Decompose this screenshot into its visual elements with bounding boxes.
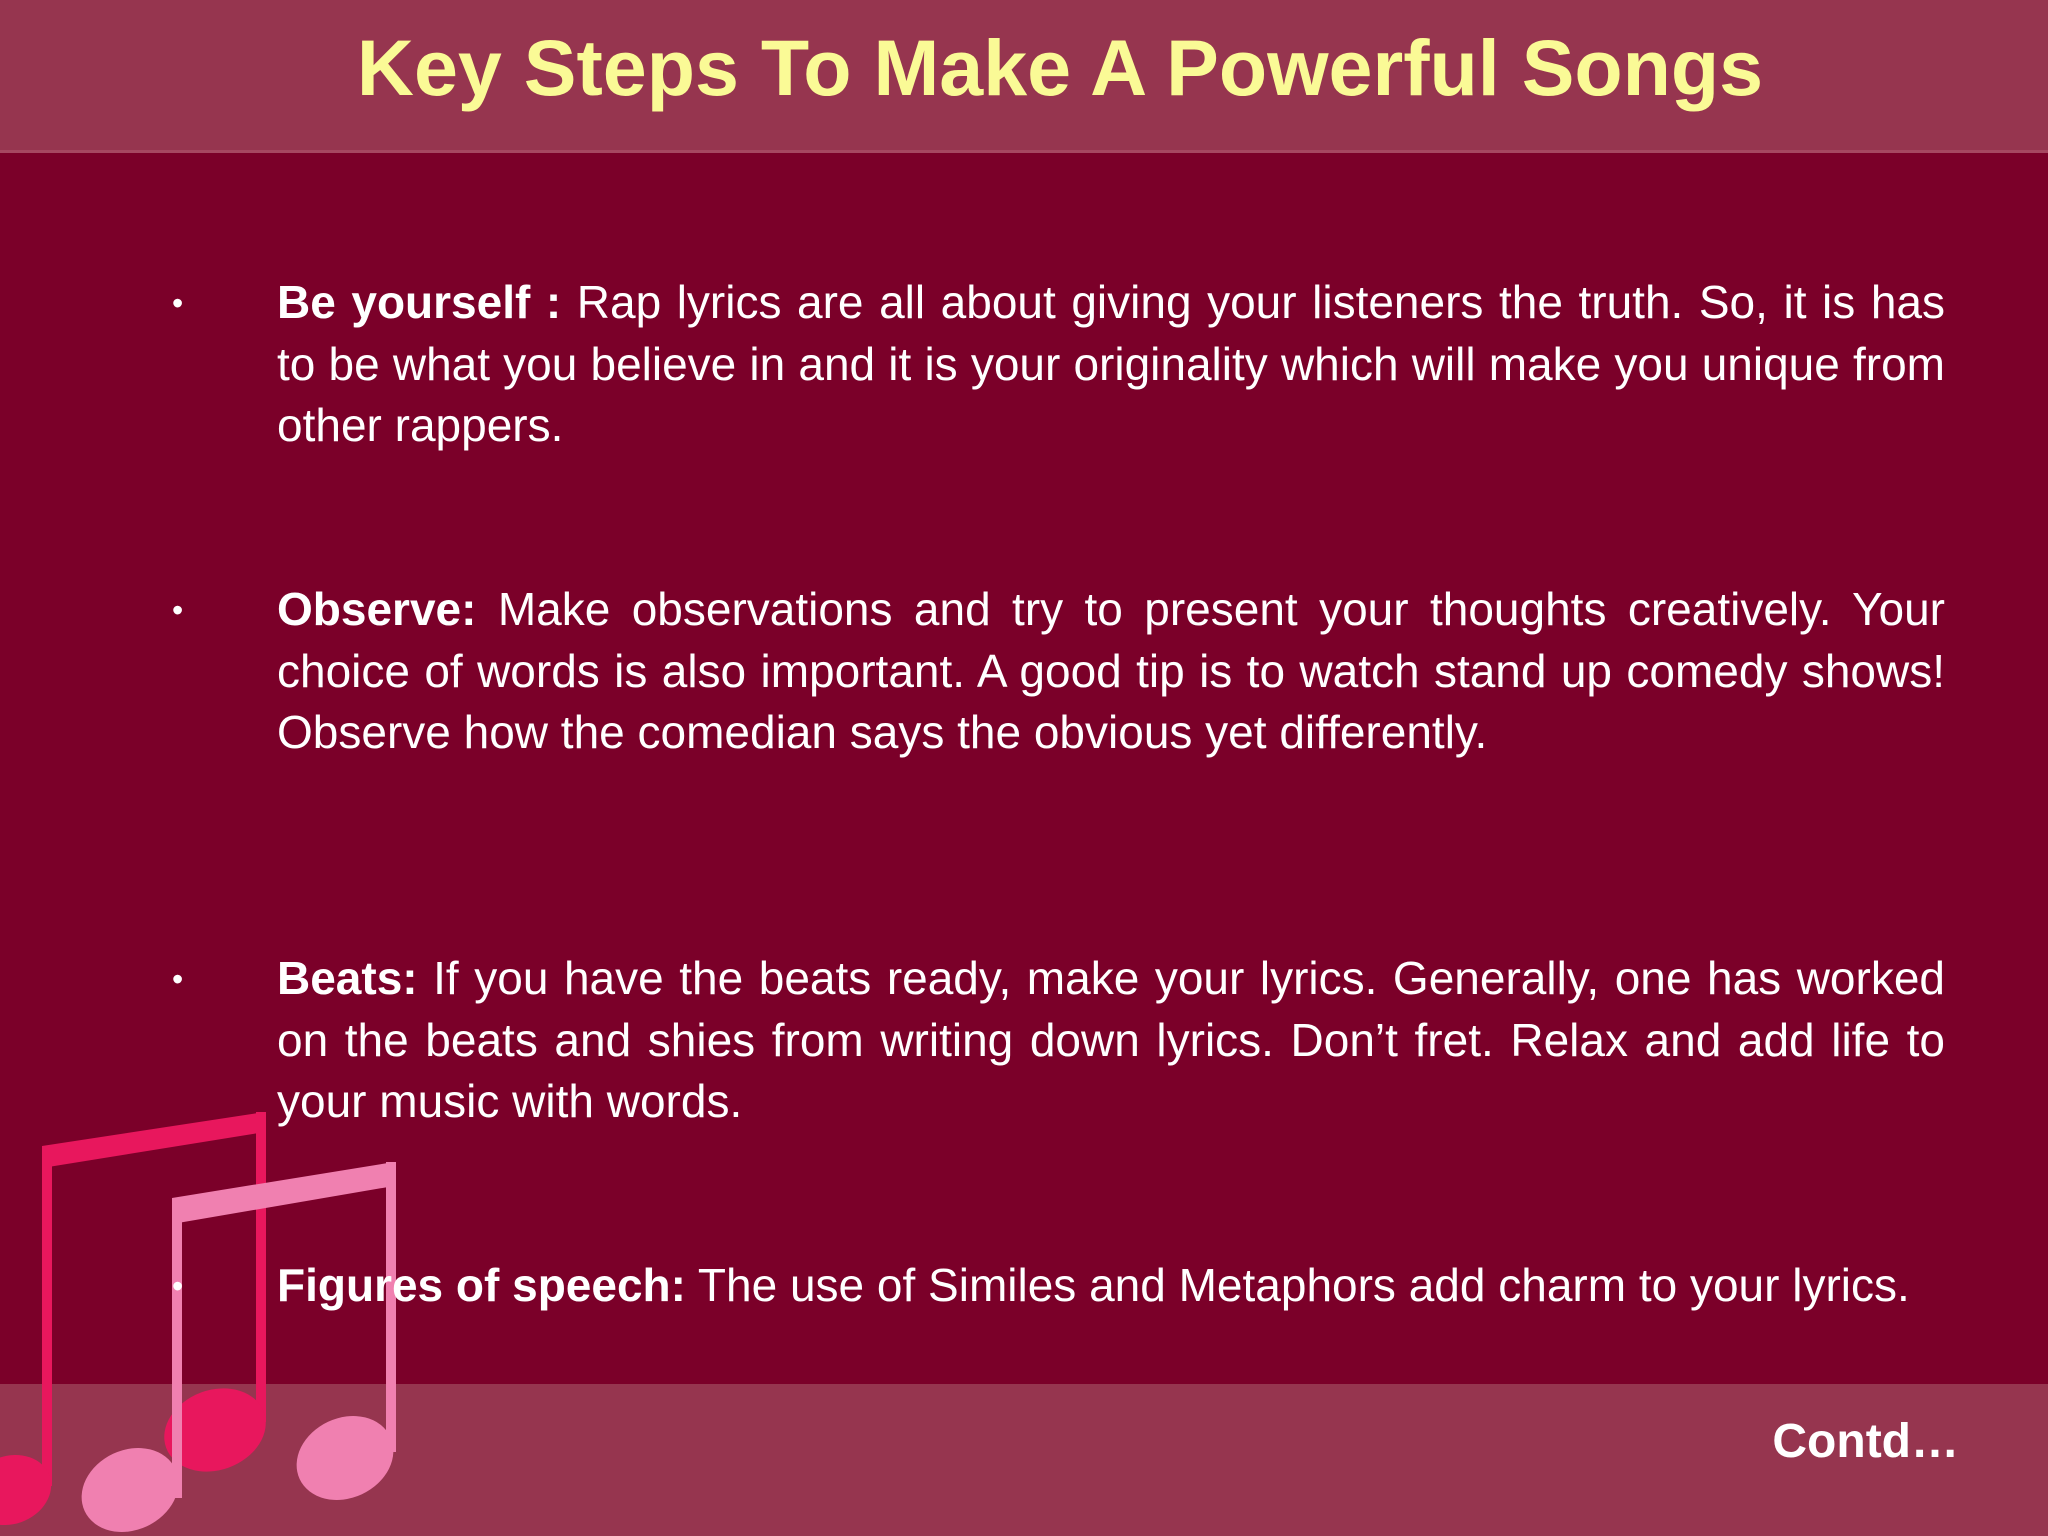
bullet-marker: • — [172, 961, 184, 997]
item-text — [277, 948, 1945, 1133]
item-description: The use of Similes and Metaphors add charm to your lyrics. — [685, 1259, 1910, 1311]
item-text — [277, 579, 1945, 764]
item-description: Make observations and try to present your thoughts creatively. Your choice of words is also important. A good tip is to watch stand up comedy shows! Observe how the comedian says the obvious yet differently. — [277, 583, 1945, 758]
item-description: If you have the beats ready, make your lyrics. Generally, one has worked on the beats and shies from writing down lyrics. Don’t fret. Relax and add life to your music with words. — [277, 952, 1945, 1127]
bullet-marker: • — [172, 1268, 184, 1304]
item-text — [277, 272, 1945, 457]
continued-label: Contd… — [1772, 1415, 1959, 1468]
bullet-marker: • — [172, 592, 184, 628]
item-term: Be yourself : — [277, 276, 562, 328]
item-term: Beats: — [277, 952, 418, 1004]
item-text — [277, 1255, 1945, 1317]
item-term: Figures of speech: — [277, 1259, 686, 1311]
slide-title: Key Steps To Make A Powerful Songs — [356, 23, 1764, 112]
item-description: Rap lyrics are all about giving your listeners the truth. So, it is has to be what you believe in and it is your originality which will make you unique from other rappers. — [277, 276, 1945, 451]
item-term: Observe: — [277, 583, 477, 635]
bullet-marker: • — [172, 285, 184, 321]
